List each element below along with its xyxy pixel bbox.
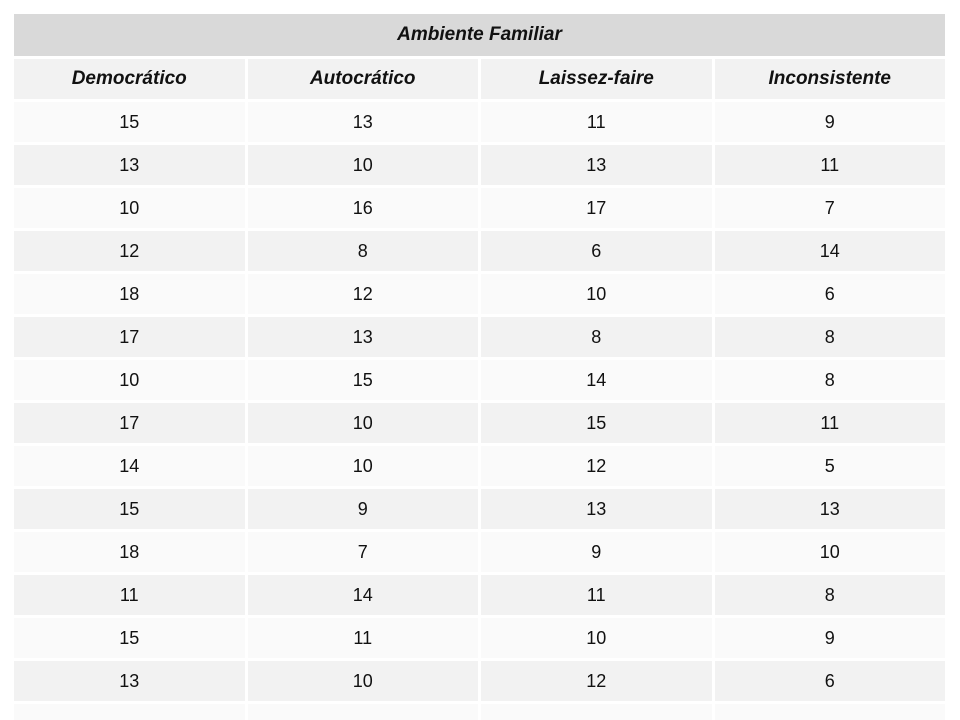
table-row: [14, 403, 945, 443]
table-cell: 8: [715, 360, 946, 400]
caption-row: [14, 14, 945, 56]
table-row: [14, 446, 945, 486]
table-cell: 8: [715, 575, 946, 615]
table-cell: 18: [14, 532, 245, 572]
table-row: [14, 231, 945, 271]
table-cell: 9: [481, 532, 712, 572]
table-cell: 10: [14, 360, 245, 400]
table-cell: 10: [14, 188, 245, 228]
table-cell: 7: [715, 188, 946, 228]
table-cell: 14: [481, 360, 712, 400]
table-cell: 17: [481, 188, 712, 228]
table-cell: 12: [481, 661, 712, 701]
column-header-democratico: Democrático: [14, 59, 245, 99]
table-cell: 12: [481, 446, 712, 486]
table-row: [14, 532, 945, 572]
table-cell: 7: [248, 532, 479, 572]
table-row: [14, 188, 945, 228]
table-cell: 15: [248, 360, 479, 400]
table-cell-empty: [14, 704, 245, 720]
table-cell: 8: [248, 231, 479, 271]
table-cell: 5: [715, 446, 946, 486]
table-cell: 18: [14, 274, 245, 314]
table-cell: 10: [248, 446, 479, 486]
table-cell: 9: [715, 102, 946, 142]
table-caption: Ambiente Familiar: [14, 14, 945, 56]
table-cell: 13: [248, 102, 479, 142]
table-cell: 9: [715, 618, 946, 658]
column-header-laissez-faire: Laissez-faire: [481, 59, 712, 99]
table-cell: 6: [715, 661, 946, 701]
header-row: [14, 59, 945, 99]
table-cell-empty: [481, 704, 712, 720]
table-cell: 10: [248, 403, 479, 443]
table-cell: 13: [481, 145, 712, 185]
table-cell-empty: [248, 704, 479, 720]
table-cell: 11: [481, 575, 712, 615]
table-cell: 10: [481, 274, 712, 314]
table-body: [14, 102, 945, 720]
table-row: [14, 360, 945, 400]
table-row-partial: [14, 704, 945, 720]
table-cell: 13: [248, 317, 479, 357]
table-cell: 11: [14, 575, 245, 615]
table-row: [14, 575, 945, 615]
table-cell: 17: [14, 403, 245, 443]
ambiente-familiar-table: [14, 14, 945, 720]
table-row: [14, 102, 945, 142]
table-cell: 14: [14, 446, 245, 486]
table-cell: 6: [481, 231, 712, 271]
table-cell-empty: [715, 704, 946, 720]
table-cell: 12: [14, 231, 245, 271]
table-cell: 15: [14, 489, 245, 529]
table-cell: 13: [14, 145, 245, 185]
table-cell: 6: [715, 274, 946, 314]
table-cell: 13: [14, 661, 245, 701]
column-header-autocratico: Autocrático: [248, 59, 479, 99]
table-cell: 15: [14, 102, 245, 142]
table-cell: 10: [248, 145, 479, 185]
table-row: [14, 618, 945, 658]
table-cell: 9: [248, 489, 479, 529]
table-row: [14, 145, 945, 185]
table-cell: 10: [248, 661, 479, 701]
table-cell: 8: [715, 317, 946, 357]
table-cell: 13: [715, 489, 946, 529]
table-cell: 13: [481, 489, 712, 529]
table-cell: 11: [248, 618, 479, 658]
table-cell: 12: [248, 274, 479, 314]
table-row: [14, 317, 945, 357]
column-header-inconsistente: Inconsistente: [715, 59, 946, 99]
table-row: [14, 274, 945, 314]
table-cell: 11: [715, 145, 946, 185]
data-table-container: [14, 14, 945, 720]
table-cell: 10: [715, 532, 946, 572]
table-cell: 16: [248, 188, 479, 228]
table-cell: 11: [715, 403, 946, 443]
table-cell: 11: [481, 102, 712, 142]
table-cell: 17: [14, 317, 245, 357]
table-cell: 14: [715, 231, 946, 271]
table-cell: 8: [481, 317, 712, 357]
table-cell: 15: [481, 403, 712, 443]
table-cell: 14: [248, 575, 479, 615]
table-row: [14, 661, 945, 701]
table-row: [14, 489, 945, 529]
table-cell: 10: [481, 618, 712, 658]
table-cell: 15: [14, 618, 245, 658]
